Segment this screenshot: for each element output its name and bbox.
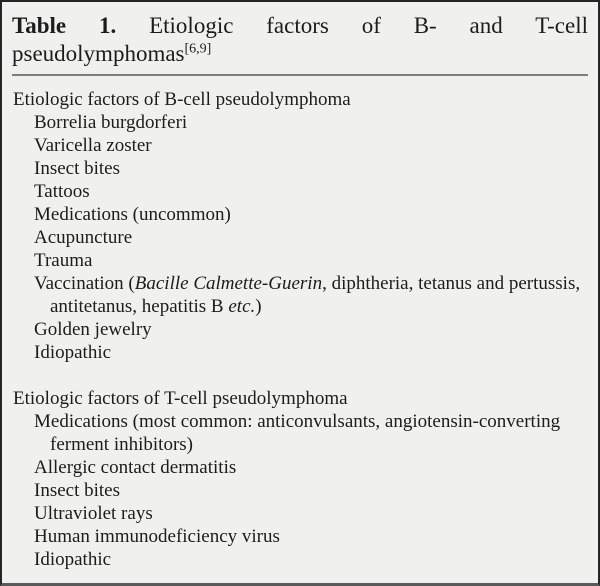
- list-item: Ultraviolet rays: [34, 503, 153, 524]
- list-item: Trauma: [34, 250, 93, 271]
- table-title-text: Etiologic factors of B- and T-cell: [149, 13, 588, 38]
- list-item: Borrelia burgdorferi: [34, 112, 188, 133]
- item-text: , diphtheria, tetanus and pertussis, antitetanus, hepatitis B: [50, 273, 581, 317]
- list-item: [12, 272, 588, 318]
- table-title-line1: [12, 12, 588, 40]
- list-item: Medications (uncommon): [34, 204, 231, 225]
- list-item: Insect bites: [34, 480, 121, 501]
- list-item: Golden jewelry: [34, 319, 152, 340]
- item-text: ): [255, 296, 262, 317]
- list-item: Medications (most common: anticonvulsants, angiotensin-converting ferment inhibitors): [34, 411, 561, 455]
- section-t-cell: [12, 387, 588, 571]
- italic-text: etc.: [228, 296, 256, 317]
- list-item: Idiopathic: [34, 342, 112, 363]
- section-heading: Etiologic factors of T-cell pseudolymphoma: [13, 388, 348, 409]
- list-item: Human immunodeficiency virus: [34, 526, 280, 547]
- table-title-line2: [12, 40, 588, 68]
- list-item: Allergic contact dermatitis: [34, 457, 237, 478]
- section-b-cell: [12, 88, 588, 364]
- item-text: Vaccination (: [34, 273, 135, 294]
- list-item: Insect bites: [34, 158, 121, 179]
- table-body: [12, 88, 588, 571]
- title-divider: [12, 74, 588, 76]
- table-title-text-2: pseudolymphomas: [12, 41, 185, 66]
- italic-text: Bacille Calmette-Guerin: [134, 273, 323, 294]
- list-item: Varicella zoster: [34, 135, 152, 156]
- table-number-label: Table 1.: [12, 13, 117, 38]
- list-item: Idiopathic: [34, 549, 112, 570]
- list-item: Tattoos: [34, 181, 90, 202]
- list-item: Acupuncture: [34, 227, 133, 248]
- section-heading: Etiologic factors of B-cell pseudolymphoma: [13, 89, 351, 110]
- table-title: [12, 12, 588, 68]
- citation-superscript: [6,9]: [184, 41, 212, 57]
